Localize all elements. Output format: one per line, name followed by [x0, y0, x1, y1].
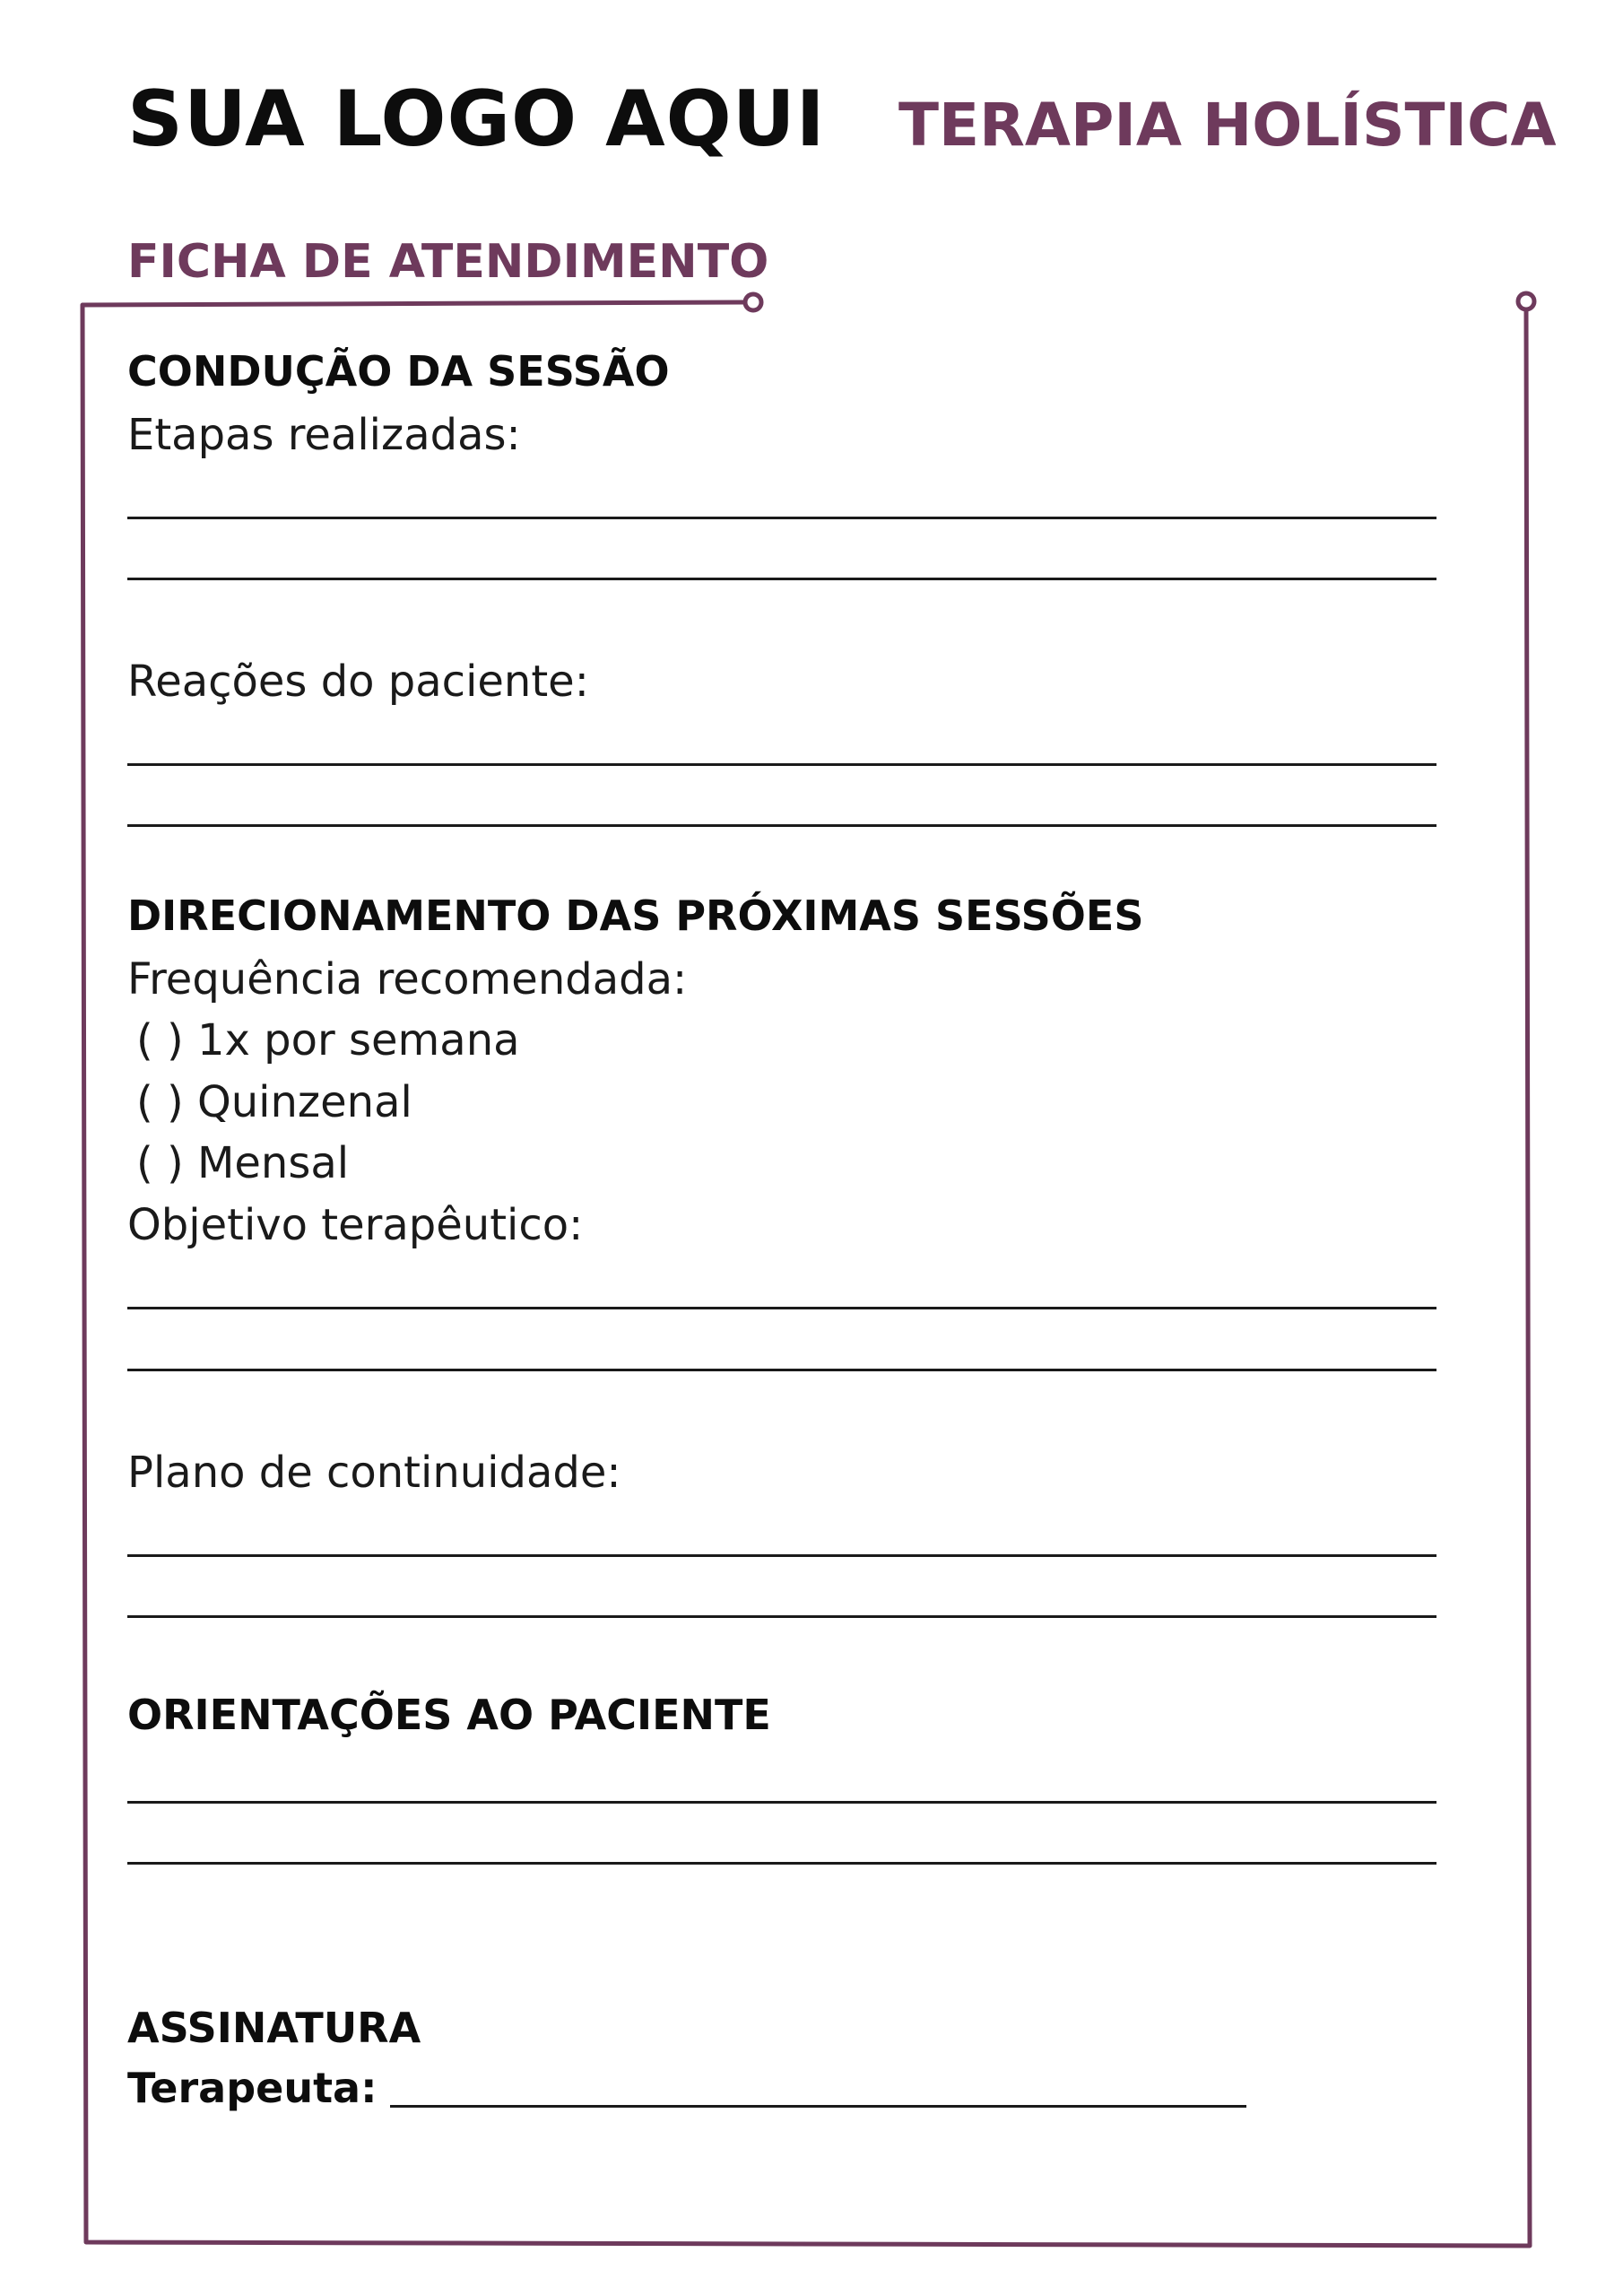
logo-placeholder: SUA LOGO AQUI — [127, 74, 826, 164]
section-heading-assinatura: ASSINATURA — [127, 2004, 421, 2052]
signature-row — [127, 2063, 1246, 2113]
plano-line-2[interactable] — [127, 1615, 1436, 1618]
signature-line[interactable] — [390, 2105, 1246, 2108]
objetivo-label: Objetivo terapêutico: — [127, 1200, 584, 1250]
orientacoes-line-1[interactable] — [127, 1801, 1436, 1804]
etapas-line-2[interactable] — [127, 578, 1436, 580]
plano-line-1[interactable] — [127, 1554, 1436, 1557]
section-heading-conducao: CONDUÇÃO DA SESSÃO — [127, 347, 670, 396]
etapas-label: Etapas realizadas: — [127, 410, 521, 460]
reacoes-label: Reações do paciente: — [127, 657, 589, 707]
section-heading-direcionamento: DIRECIONAMENTO DAS PRÓXIMAS SESSÕES — [127, 891, 1144, 940]
terapeuta-label: Terapeuta: — [127, 2064, 378, 2112]
plano-label: Plano de continuidade: — [127, 1448, 621, 1498]
reacoes-line-1[interactable] — [127, 763, 1436, 766]
frequencia-label: Frequência recomendada: — [127, 954, 688, 1004]
brand-title: TERAPIA HOLÍSTICA — [898, 91, 1557, 160]
orientacoes-line-2[interactable] — [127, 1862, 1436, 1865]
objetivo-line-1[interactable] — [127, 1307, 1436, 1309]
frequency-option-monthly[interactable]: ( ) Mensal — [136, 1138, 350, 1188]
reacoes-line-2[interactable] — [127, 824, 1436, 827]
frame-ring-right — [1518, 293, 1534, 309]
objetivo-line-2[interactable] — [127, 1369, 1436, 1371]
form-title: FICHA DE ATENDIMENTO — [127, 235, 769, 289]
section-heading-orientacoes: ORIENTAÇÕES AO PACIENTE — [127, 1691, 771, 1739]
frequency-option-biweekly[interactable]: ( ) Quinzenal — [136, 1077, 412, 1127]
frequency-option-weekly[interactable]: ( ) 1x por semana — [136, 1015, 520, 1065]
etapas-line-1[interactable] — [127, 517, 1436, 519]
frame-ring-left — [745, 294, 761, 310]
